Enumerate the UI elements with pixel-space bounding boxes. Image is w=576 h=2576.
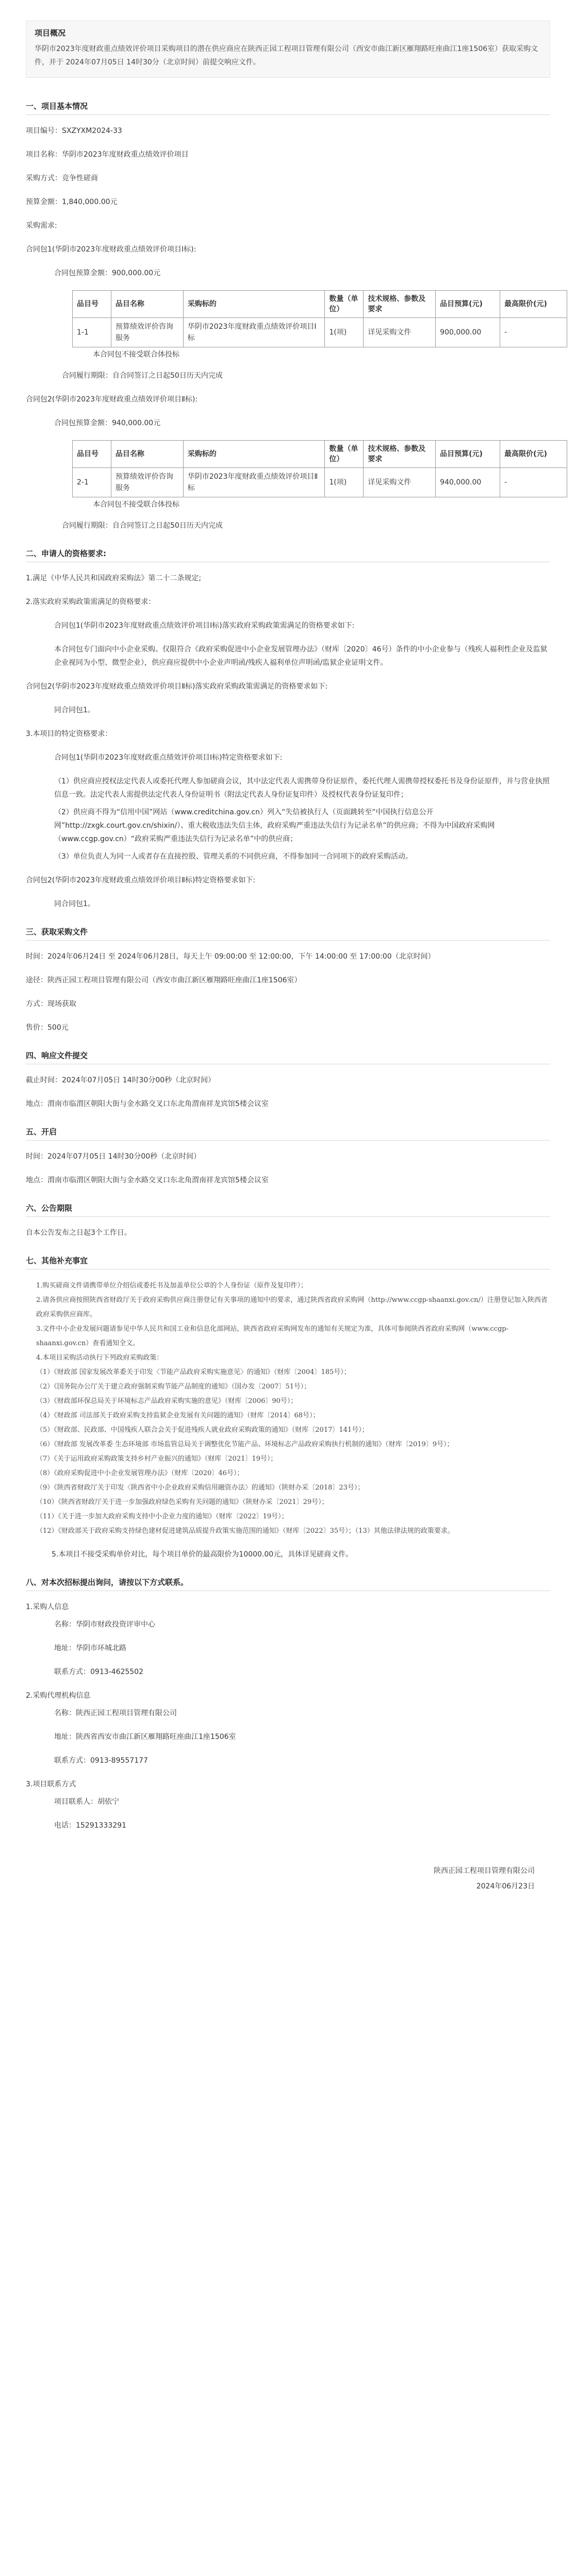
list-item: （9）《陕西省财政厅关于印发〈陕西省中小企业政府采购信用融资办法〉的通知》（陕财办采〔2018〕23号）； bbox=[36, 1484, 365, 1492]
lot-1-term: 合同履行期限：自合同签订之日起50日历天内完成 bbox=[62, 372, 223, 380]
qualification-item-2: （2）供应商不得为“信用中国”网站（www.creditchina.gov.cn）列入“失信被执行人（页面跳转至“中国执行信息公开网”http://zxgk.court.gov.cn/shixin/）、重大税收违法失信主体，政府采购严重违法失信行为记录名单”的供应商；不得为中国政府采购网（www.ccgp.gov.cn）“政府采购严重违法失信行为记录名单”中的供应商； bbox=[54, 808, 495, 843]
table-header: 品目名称 bbox=[111, 441, 183, 468]
list-item: （4）《财政部 司法部关于政府采购支持监狱企业发展有关问题的通知》（财库〔2014〕68号）； bbox=[36, 1412, 320, 1419]
table-cell: - bbox=[500, 468, 567, 497]
document-price: 售价：500元 bbox=[26, 1024, 69, 1032]
lot-1-table bbox=[72, 290, 567, 347]
section-5-title: 五、开启 bbox=[26, 1127, 57, 1136]
table-cell: 华阴市2023年度财政重点绩效评价项目Ⅰ标 bbox=[183, 318, 325, 347]
submission-deadline: 截止时间：2024年07月05日 14时30分00秒（北京时间） bbox=[26, 1076, 216, 1084]
list-item: （6）《财政部 发展改革委 生态环境部 市场监管总局关于调整优化节能产品、环境标志产品政府采购执行机制的通知》（财库〔2019〕9号）； bbox=[36, 1441, 454, 1448]
table-cell: 预算绩效评价咨询服务 bbox=[111, 318, 183, 347]
qualification-2: 2.落实政府采购政策需满足的资格要求： bbox=[26, 598, 156, 606]
table-cell: 2-1 bbox=[73, 468, 111, 497]
table-cell: 详见采购文件 bbox=[364, 318, 436, 347]
document-way: 方式：现场获取 bbox=[26, 1000, 76, 1008]
section-7-title: 七、其他补充事宜 bbox=[26, 1256, 88, 1265]
overview-text: 华阴市2023年度财政重点绩效评价项目采购项目的潜在供应商应在陕西正园工程项目管理有限公司（西安市曲江新区雁翔路旺座曲江1座1506室）获取采购文件，并于 2024年07月05日 14时30分（北京时间）前提交响应文件。 bbox=[35, 45, 538, 66]
list-item: （2）《国务院办公厅关于建立政府强制采购节能产品制度的通知》（国办发〔2007〕51号）； bbox=[36, 1383, 311, 1391]
table-header: 最高限价(元) bbox=[500, 291, 567, 318]
lot-1-joint-note: 本合同包不接受联合体投标 bbox=[93, 350, 179, 359]
agency-title: 2.采购代理机构信息 bbox=[26, 1692, 91, 1700]
table-cell: - bbox=[500, 318, 567, 347]
list-item: （10）《陕西省财政厅关于进一步加强政府绿色采购有关问题的通知》（陕财办采〔2021〕29号）； bbox=[36, 1498, 328, 1506]
lot-1-title: 合同包1(华阴市2023年度财政重点绩效评价项目Ⅰ标): bbox=[26, 245, 196, 254]
table-cell: 1(项) bbox=[325, 468, 364, 497]
table-header: 技术规格、参数及要求 bbox=[364, 441, 436, 468]
signature-date: 2024年06月23日 bbox=[476, 1882, 535, 1891]
table-cell: 1-1 bbox=[73, 318, 111, 347]
qualification-lot-1-policy: 合同包1(华阴市2023年度财政重点绩效评价项目Ⅰ标)落实政府采购政策需满足的资格要求如下: bbox=[54, 622, 355, 630]
purchaser-phone: 联系方式：0913-4625502 bbox=[54, 1668, 144, 1676]
table-header: 数量（单位） bbox=[325, 291, 364, 318]
lot-2-joint-note: 本合同包不接受联合体投标 bbox=[93, 500, 179, 509]
lot-2-term: 合同履行期限：自合同签订之日起50日历天内完成 bbox=[62, 522, 223, 530]
qualification-sme-text: 本合同包专门面向中小企业采购。仅限符合《政府采购促进中小企业发展管理办法》（财库〔2020〕46号）条件的中小企业参与（残疾人福利性企业及监狱企业视同为小型、微型企业），供应商应提供中小企业声明函/残疾人福利单位声明函/监狱企业证明文件。 bbox=[54, 645, 548, 667]
project-overview-box bbox=[26, 21, 550, 78]
qualification-lot-2-specific-same: 同合同包1。 bbox=[54, 900, 95, 908]
table-header: 采购标的 bbox=[183, 291, 325, 318]
list-item: 1.购买磋商文件请携带单位介绍信或委托书及加盖单位公章的个人身份证（原件及复印件）； bbox=[36, 1282, 307, 1290]
section-2-title: 二、申请人的资格要求: bbox=[26, 549, 106, 558]
section-1-title: 一、项目基本情况 bbox=[26, 102, 88, 111]
list-item: （11）《关于进一步加大政府采购支持中小企业力度的通知》（财库〔2022〕19号）； bbox=[36, 1513, 288, 1520]
table-header: 品目号 bbox=[73, 441, 111, 468]
qualification-item-1: （1）供应商应授权法定代表人或委托代理人参加磋商会议，其中法定代表人需携带身份证原件，委托代理人需携带授权委托书及身份证原件，并与营业执照信息一致。法定代表人需提供法定代表人身份证明书（附法定代表人身份证复印件）及授权代表身份证复印件； bbox=[54, 777, 550, 799]
procurement-method: 采购方式：竞争性磋商 bbox=[26, 174, 98, 182]
document-time: 时间：2024年06月24日 至 2024年06月28日，每天上午 09:00:00 至 12:00:00，下午 14:00:00 至 17:00:00（北京时间） bbox=[26, 952, 435, 961]
table-row bbox=[73, 468, 567, 497]
qualification-lot-1-specific: 合同包1(华阴市2023年度财政重点绩效评价项目Ⅰ标)特定资格要求如下: bbox=[54, 754, 283, 762]
table-cell: 华阴市2023年度财政重点绩效评价项目Ⅱ标 bbox=[183, 468, 325, 497]
qualification-item-3: （3）单位负责人为同一人或者存在直接控股、管理关系的不同供应商，不得参加同一合同项下的政府采购活动。 bbox=[54, 852, 413, 861]
table-header: 技术规格、参数及要求 bbox=[364, 291, 436, 318]
agency-name: 名称：陕西正园工程项目管理有限公司 bbox=[54, 1709, 177, 1717]
table-cell: 940,000.00 bbox=[436, 468, 500, 497]
table-cell: 1(项) bbox=[325, 318, 364, 347]
table-header: 采购标的 bbox=[183, 441, 325, 468]
list-item: （5）《财政部、民政部、中国残疾人联合会关于促进残疾人就业政府采购政策的通知》（财库〔2017〕141号）； bbox=[36, 1426, 369, 1434]
lot-2-title: 合同包2(华阴市2023年度财政重点绩效评价项目Ⅱ标): bbox=[26, 395, 198, 404]
table-header: 最高限价(元) bbox=[500, 441, 567, 468]
table-header: 品目号 bbox=[73, 291, 111, 318]
table-cell: 详见采购文件 bbox=[364, 468, 436, 497]
qualification-1: 1.满足《中华人民共和国政府采购法》第二十二条规定; bbox=[26, 574, 202, 582]
purchaser-name: 名称：华阴市财政投资评审中心 bbox=[54, 1620, 155, 1629]
opening-time: 时间：2024年07月05日 14时30分00秒（北京时间） bbox=[26, 1152, 201, 1161]
qualification-lot-2-policy: 合同包2(华阴市2023年度财政重点绩效评价项目Ⅱ标)落实政府采购政策需满足的资格要求如下: bbox=[26, 682, 328, 691]
table-header: 品目预算(元) bbox=[436, 291, 500, 318]
table-header: 品目预算(元) bbox=[436, 441, 500, 468]
table-row bbox=[73, 318, 567, 347]
project-contact-phone: 电话：15291333291 bbox=[54, 1821, 126, 1830]
list-item: 3.文件中小企业发展问题请参见中华人民共和国工业和信息化部网站，陕西省政府采购网发布的通知有关规定为准，具体可参阅陕西省政府采购网（www.ccgp-shaanxi.gov.cn）查看通知全文。 bbox=[36, 1325, 508, 1347]
section-8-title: 八、对本次招标提出询问，请按以下方式联系。 bbox=[26, 1578, 189, 1587]
budget-amount: 预算金额：1,840,000.00元 bbox=[26, 198, 118, 206]
qualification-lot-2-same: 同合同包1。 bbox=[54, 706, 95, 714]
procurement-requirement-label: 采购需求: bbox=[26, 222, 57, 230]
list-item: （3）《财政部环保总局关于环境标志产品政府采购实施的意见》（财库〔2006〕90号）； bbox=[36, 1397, 298, 1405]
agency-phone: 联系方式：0913-89557177 bbox=[54, 1757, 148, 1765]
table-header: 数量（单位） bbox=[325, 441, 364, 468]
divider bbox=[26, 1140, 550, 1141]
list-item: （7）《关于运用政府采购政策支持乡村产业振兴的通知》（财库〔2021〕19号）； bbox=[36, 1455, 277, 1463]
table-header-row bbox=[73, 291, 567, 318]
project-contact-title: 3.项目联系方式 bbox=[26, 1780, 76, 1788]
document-place: 途径：陕西正园工程项目管理有限公司（西安市曲江新区雁翔路旺座曲江1座1506室） bbox=[26, 976, 302, 984]
supplementary-list bbox=[26, 1279, 550, 1538]
agency-address: 地址：陕西省西安市曲江新区雁翔路旺座曲江1座1506室 bbox=[54, 1733, 236, 1741]
overview-title: 项目概况 bbox=[35, 28, 66, 38]
qualification-3: 3.本项目的特定资格要求： bbox=[26, 730, 112, 738]
lot-2-budget: 合同包预算金额：940,000.00元 bbox=[54, 419, 161, 427]
list-item: （12）《财政部关于政府采购支持绿色建材促进建筑品质提升政策实施范围的通知》（财库〔2022〕35号）；（13）其他法律法规的政策要求。 bbox=[36, 1527, 454, 1535]
opening-place: 地点：渭南市临渭区朝阳大街与金水路交叉口东北角渭南祥龙宾馆5楼会议室 bbox=[26, 1176, 269, 1184]
submission-place: 地点：渭南市临渭区朝阳大街与金水路交叉口东北角渭南祥龙宾馆5楼会议室 bbox=[26, 1100, 269, 1108]
list-item: 2.请各供应商按照陕西省财政厅关于政府采购供应商注册登记有关事项的通知中的要求，通过陕西省政府采购网（http://www.ccgp-shaanxi.gov.cn/）注册登记加入陕西省政府采购供应商库。 bbox=[36, 1296, 548, 1318]
announcement-period: 自本公告发布之日起3个工作日。 bbox=[26, 1229, 131, 1237]
list-item: （1）《财政部 国家发展改革委关于印发〈节能产品政府采购实施意见〉的通知》（财库〔2004〕185号）； bbox=[36, 1368, 351, 1376]
list-item: 4.本项目采购活动执行下列政府采购政策： bbox=[36, 1354, 163, 1362]
list-item: （8）《政府采购促进中小企业发展管理办法》（财库〔2020〕46号）； bbox=[36, 1469, 244, 1477]
lot-2-table bbox=[72, 440, 567, 497]
section-3-title: 三、获取采购文件 bbox=[26, 927, 88, 936]
divider bbox=[26, 1216, 550, 1217]
purchaser-address: 地址：华阴市环城北路 bbox=[54, 1644, 126, 1652]
project-name: 项目名称：华阴市2023年度财政重点绩效评价项目 bbox=[26, 150, 189, 159]
purchaser-title: 1.采购人信息 bbox=[26, 1603, 69, 1611]
section-4-title: 四、响应文件提交 bbox=[26, 1051, 88, 1060]
table-header: 品目名称 bbox=[111, 291, 183, 318]
divider bbox=[26, 114, 550, 115]
lot-1-budget: 合同包预算金额：900,000.00元 bbox=[54, 269, 161, 277]
signature-org: 陕西正园工程项目管理有限公司 bbox=[434, 1867, 535, 1875]
table-header-row bbox=[73, 441, 567, 468]
project-number: 项目编号：SXZYXM2024-33 bbox=[26, 127, 122, 135]
table-cell: 预算绩效评价咨询服务 bbox=[111, 468, 183, 497]
table-cell: 900,000.00 bbox=[436, 318, 500, 347]
price-note: 5.本项目不接受采购单价对比，每个项目单价的最高限价为10000.00元，具体详见磋商文件。 bbox=[52, 1550, 353, 1559]
section-6-title: 六、公告期限 bbox=[26, 1203, 73, 1213]
divider bbox=[26, 940, 550, 941]
qualification-lot-2-specific: 合同包2(华阴市2023年度财政重点绩效评价项目Ⅱ标)特定资格要求如下: bbox=[26, 876, 256, 884]
project-contact-person: 项目联系人：胡依宁 bbox=[54, 1798, 119, 1806]
